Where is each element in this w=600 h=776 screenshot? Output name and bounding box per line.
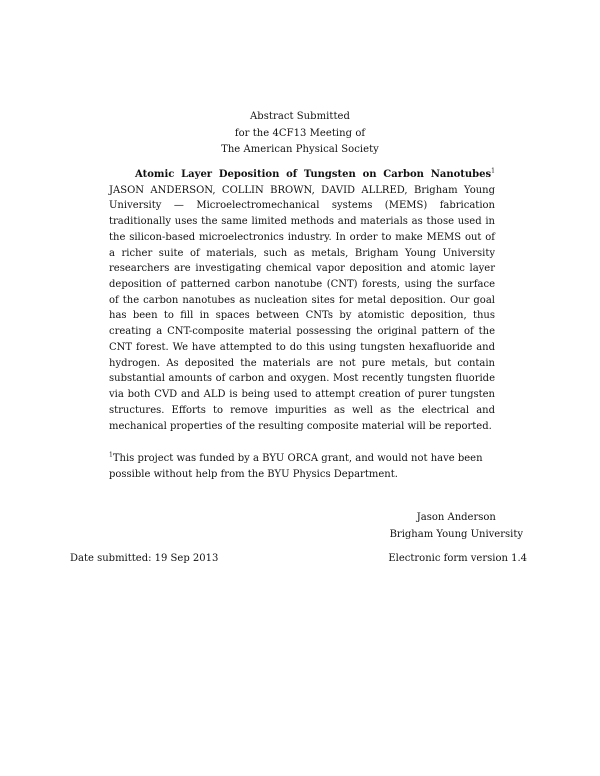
abstract-block — [109, 167, 495, 434]
form-version: Electronic form version 1.4 — [388, 553, 527, 564]
footnote-text: This project was funded by a BYU ORCA grant, and would not have been possible without help from the BYU Physics Department. — [109, 453, 483, 480]
abstract-paragraph — [109, 167, 495, 434]
date-submitted: Date submitted: 19 Sep 2013 — [70, 553, 219, 564]
header-line-meeting: for the 4CF13 Meeting of — [234, 127, 366, 139]
footnote — [109, 451, 495, 482]
submission-header — [0, 109, 600, 159]
signature-institution: Brigham Young University — [389, 528, 523, 540]
title-footnote-mark: 1 — [491, 167, 495, 175]
header-line-society: The American Physical Society — [221, 144, 379, 155]
abstract-body: JASON ANDERSON, COLLIN BROWN, DAVID ALLRED, Brigham Young University — Microelectromechanical systems (MEMS) fabrication traditionally uses the same limited methods and materials as those used in the silicon-based microelectronics industry. In order to make MEMS out of a richer suite of materials, such as metals, Brigham Young University researchers are investigating chemical vapor deposition and atomic layer deposition of patterned carbon nanotube (CNT) forests, using the surface of the carbon nanotubes as nucleation sites for metal deposition. Our goal has been to fill in spaces between CNTs by atomistic deposition, thus creating a CNT-composite material possessing the original pattern of the CNT forest. We have attempted to do this using tungsten hexafluoride and hydrogen. As deposited the materials are not pure metals, but contain substantial amounts of carbon and oxygen. Most recently tungsten fluoride via both CVD and ALD is being used to attempt creation of purer tungsten structures. Efforts to remove impurities as well as the electrical and mechanical properties of the resulting composite material will be reported. — [109, 184, 495, 432]
header-line-abstract-submitted: Abstract Submitted — [250, 111, 350, 122]
signature-block — [390, 510, 523, 543]
footnote-mark: 1 — [109, 451, 113, 459]
abstract-title: Atomic Layer Deposition of Tungsten on Carbon Nanotubes — [135, 169, 492, 180]
signature-name: Jason Anderson — [416, 512, 496, 523]
